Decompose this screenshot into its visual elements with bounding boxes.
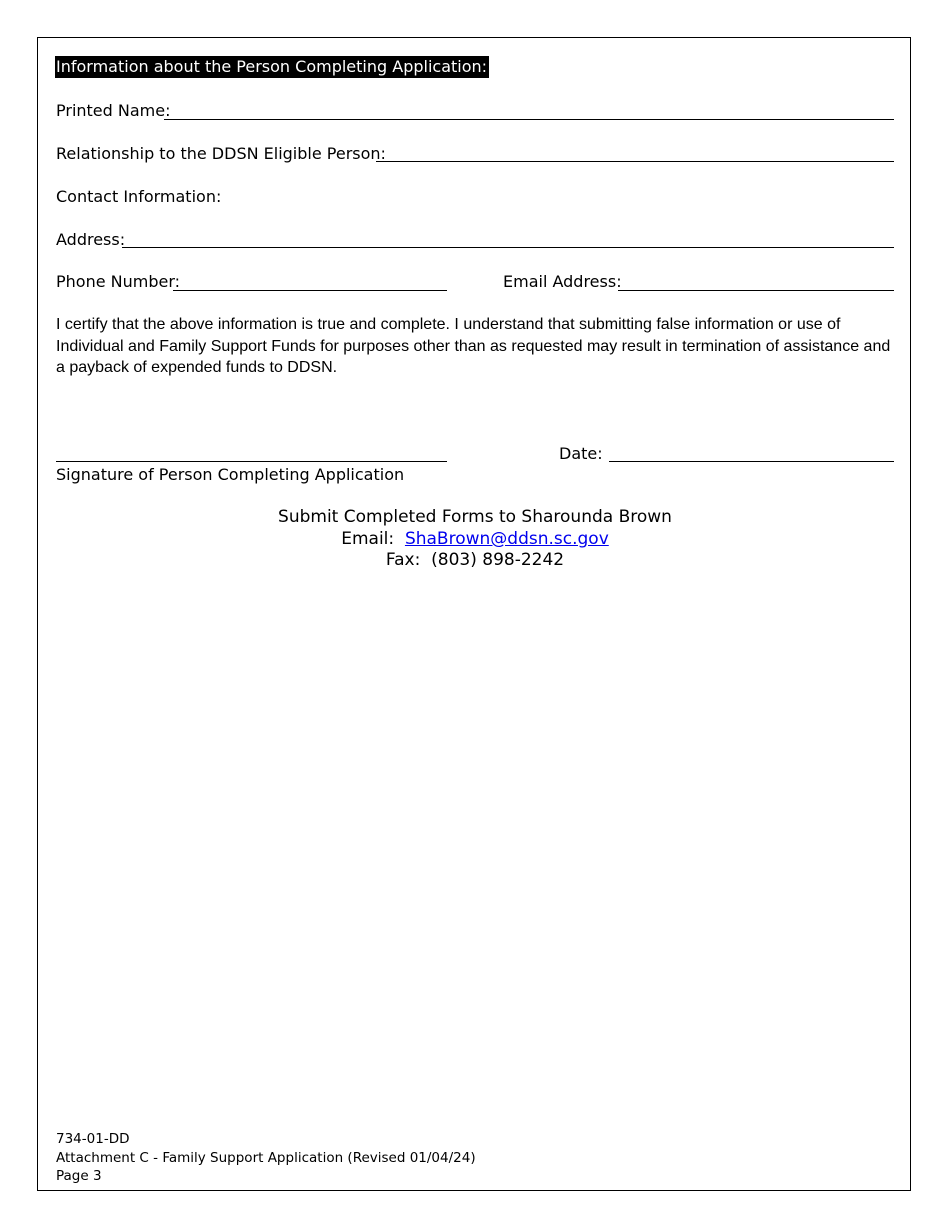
printed-name-field[interactable] [164, 119, 894, 120]
date-label: Date: [559, 444, 603, 463]
phone-number-field[interactable] [173, 290, 447, 291]
address-label: Address: [56, 230, 126, 249]
submit-email-line [0, 529, 950, 551]
fax-label: Fax: [385, 550, 421, 570]
certification-statement: I certify that the above information is true and complete. I understand that submitting false information or use of Individual and Family Support Funds for purposes other than as requested may result in termination of assistance and a payback of expended funds to DDSN. [56, 316, 891, 376]
footer-page: Page 3 [56, 1168, 102, 1184]
email-address-field[interactable] [618, 290, 894, 291]
email-link[interactable]: ShaBrown@ddsn.sc.gov [404, 529, 609, 549]
relationship-label: Relationship to the DDSN Eligible Person: [56, 144, 386, 163]
page-border [37, 37, 911, 1191]
signature-field[interactable] [56, 461, 447, 462]
fax-number: (803) 898-2242 [431, 550, 565, 570]
address-field[interactable] [122, 247, 894, 248]
phone-number-label: Phone Number: [56, 272, 181, 291]
signature-label: Signature of Person Completing Application [56, 465, 405, 484]
email-label: Email: [341, 529, 395, 549]
date-field[interactable] [609, 461, 894, 462]
printed-name-label: Printed Name: [56, 101, 171, 120]
submit-heading: Submit Completed Forms to Sharounda Brown [278, 507, 672, 527]
section-title: Information about the Person Completing Application: [56, 57, 488, 76]
contact-information-heading: Contact Information: [56, 187, 222, 206]
submit-fax-line [0, 550, 950, 572]
relationship-field[interactable] [376, 161, 894, 162]
footer-attachment: Attachment C - Family Support Application (Revised 01/04/24) [56, 1150, 476, 1166]
footer-form-number: 734-01-DD [56, 1131, 130, 1147]
email-address-label: Email Address: [503, 272, 622, 291]
